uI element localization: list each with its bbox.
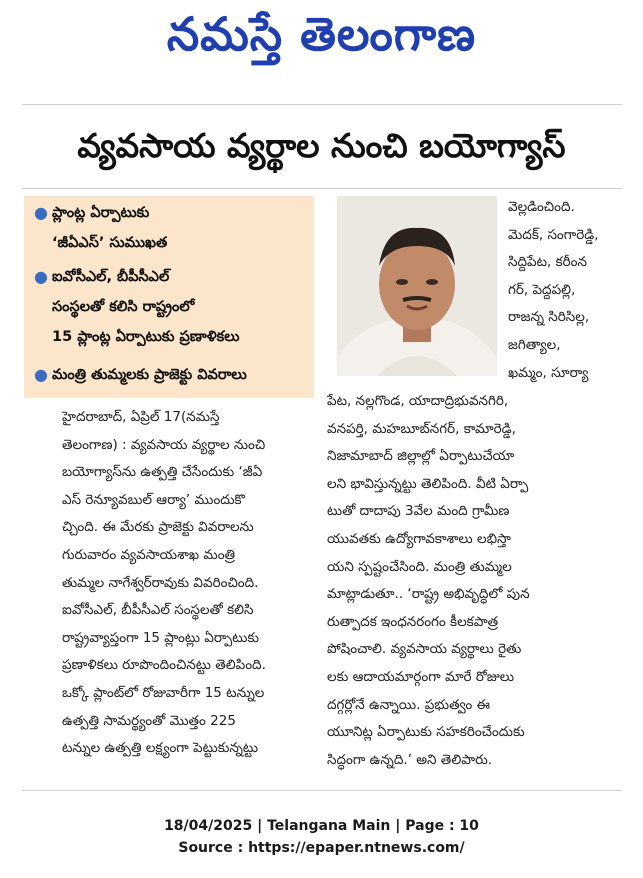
masthead-title: నమస్తే తెలంగాణ bbox=[166, 7, 477, 61]
text-line: వనపర్తి, మహబూబ్‌నగర్, కామారెడ్డి, bbox=[327, 420, 516, 437]
highlight-item bbox=[34, 262, 314, 292]
edition-info: 18/04/2025 | Telangana Main | Page : 10 bbox=[164, 818, 479, 834]
text-line: వెల్లడించింది. bbox=[508, 199, 575, 215]
text-line: రాష్ట్రవ్యాప్తంగా 15 ప్లాంట్లు ఏర్పాటుకు bbox=[62, 629, 260, 646]
text-line: ఒక్కో ప్లాంట్‌లో రోజువారీగా 15 టన్నుల bbox=[62, 684, 265, 701]
text-line: రాజన్న సిరిసిల్ల, bbox=[508, 309, 590, 326]
text-line: ప్రణాళికలు రూపొందించినట్టు తెలిపింది. bbox=[62, 657, 266, 674]
text-line: ఖమ్మం, సూర్యా bbox=[508, 365, 589, 381]
article-headline: వ్యవసాయ వ్యర్థాల నుంచి బయోగ్యాస్ bbox=[77, 125, 566, 165]
text-line: లని భావిస్తున్నట్టు తెలిపింది. వీటి ఏర్పా bbox=[327, 475, 529, 492]
highlight-text: ప్లాంట్ల ఏర్పాటుకు bbox=[52, 205, 150, 221]
text-line: హైదరాబాద్, ఏప్రిల్ 17(నమస్తే bbox=[62, 409, 220, 425]
article-column-right-mid bbox=[508, 360, 628, 388]
text-line: పేట, నల్లగొండ, యాదాద్రిభువనగిరి, bbox=[327, 393, 509, 409]
article-column-left bbox=[62, 404, 310, 763]
highlight-text: సంస్థలతో కలిసి రాష్ట్రంలో bbox=[52, 299, 195, 315]
person-photo bbox=[337, 196, 497, 376]
masthead bbox=[0, 0, 643, 80]
text-line: మాట్లాడుతూ.. ‘రాష్ట్ర అభివృద్ధిలో పున bbox=[327, 586, 530, 603]
highlight-text: ఐవోసీఎల్, బీపీసీఎల్ bbox=[52, 269, 170, 285]
text-line: టన్నుల ఉత్పత్తి లక్ష్యంగా పెట్టుకున్నట్టు bbox=[62, 740, 259, 757]
text-line: తెలంగాణ) : వ్యవసాయ వ్యర్థాల నుంచి bbox=[62, 436, 266, 453]
text-line: ఐవోసీఎల్, బీపీసీఎల్ సంస్థలతో కలిసి bbox=[62, 602, 254, 619]
text-line: ఎస్ రెన్యూవబుల్ ఆర్యా’ ముందుకొ bbox=[62, 491, 245, 508]
text-line: చ్చింది. ఈ మేరకు ప్రాజెక్టు వివరాలను bbox=[62, 519, 254, 536]
highlight-text: ‘జీఏఎస్’ సుముఖత bbox=[52, 235, 168, 251]
text-line: గర్, పెద్దపల్లి, bbox=[508, 281, 576, 298]
text-line: బయోగ్యాస్‌ను ఉత్పత్తి చేసేందుకు ‘జీఏ bbox=[62, 464, 263, 481]
top-divider bbox=[22, 104, 622, 105]
highlight-item bbox=[34, 360, 314, 390]
bullet-dot-icon: ● bbox=[34, 203, 48, 222]
source-link[interactable]: Source : https://epaper.ntnews.com/ bbox=[178, 840, 465, 856]
highlight-text: మంత్రి తుమ్మలకు ప్రాజెక్టు వివరాలు bbox=[52, 367, 247, 383]
text-line: లకు ఆదాయమార్గంగా మారే రోజులు bbox=[327, 668, 515, 685]
text-line: సిద్ధంగా ఉన్నది.’ అని తెలిపారు. bbox=[327, 751, 493, 768]
text-line: పోషించాలి. వ్యవసాయ వ్యర్థాలు రైతు bbox=[327, 641, 522, 658]
footer-divider bbox=[22, 790, 622, 791]
text-line: టుతో దాదాపు 3వేల మంది గ్రామీణ bbox=[327, 503, 510, 520]
text-line: యువతకు ఉద్యోగావకాశాలు లభిస్తా bbox=[327, 530, 511, 547]
text-line: గురువారం వ్యవసాయశాఖ మంత్రి bbox=[62, 546, 236, 563]
text-line: దగ్గర్లోనే ఉన్నాయి. ప్రభుత్వం ఈ bbox=[327, 696, 490, 713]
text-line: జగిత్యాల, bbox=[508, 336, 561, 353]
text-line: ఉత్పత్తి సామర్థ్యంతో మొత్తం 225 bbox=[62, 712, 236, 729]
text-line: యూనిట్ల ఏర్పాటుకు సహకరించేందుకు bbox=[327, 724, 525, 741]
bullet-dot-icon: ● bbox=[34, 365, 48, 384]
highlight-item bbox=[34, 198, 314, 228]
text-line: సిద్దిపేట, కరీంన bbox=[508, 254, 587, 271]
highlights-box bbox=[24, 196, 314, 398]
text-line: తుమ్మల నాగేశ్వర్‌రావుకు వివరించింది. bbox=[62, 574, 259, 591]
text-line: మెదక్, సంగారెడ్డి, bbox=[508, 226, 599, 243]
text-line: నిజామాబాద్ జిల్లాల్లో ఏర్పాటుచేయా bbox=[327, 448, 515, 465]
bullet-dot-icon: ● bbox=[34, 267, 48, 286]
article-column-right-bottom bbox=[327, 388, 627, 774]
text-line: యని స్పష్టంచేసింది. మంత్రి తుమ్మల bbox=[327, 558, 512, 575]
headline-divider bbox=[22, 188, 622, 189]
article-column-right-top bbox=[508, 194, 628, 360]
highlight-text: 15 ప్లాంట్ల ఏర్పాటుకు ప్రణాళికలు bbox=[52, 329, 240, 345]
text-line: రుత్పాదక ఇంధనరంగం కీలకపాత్ర bbox=[327, 613, 499, 630]
